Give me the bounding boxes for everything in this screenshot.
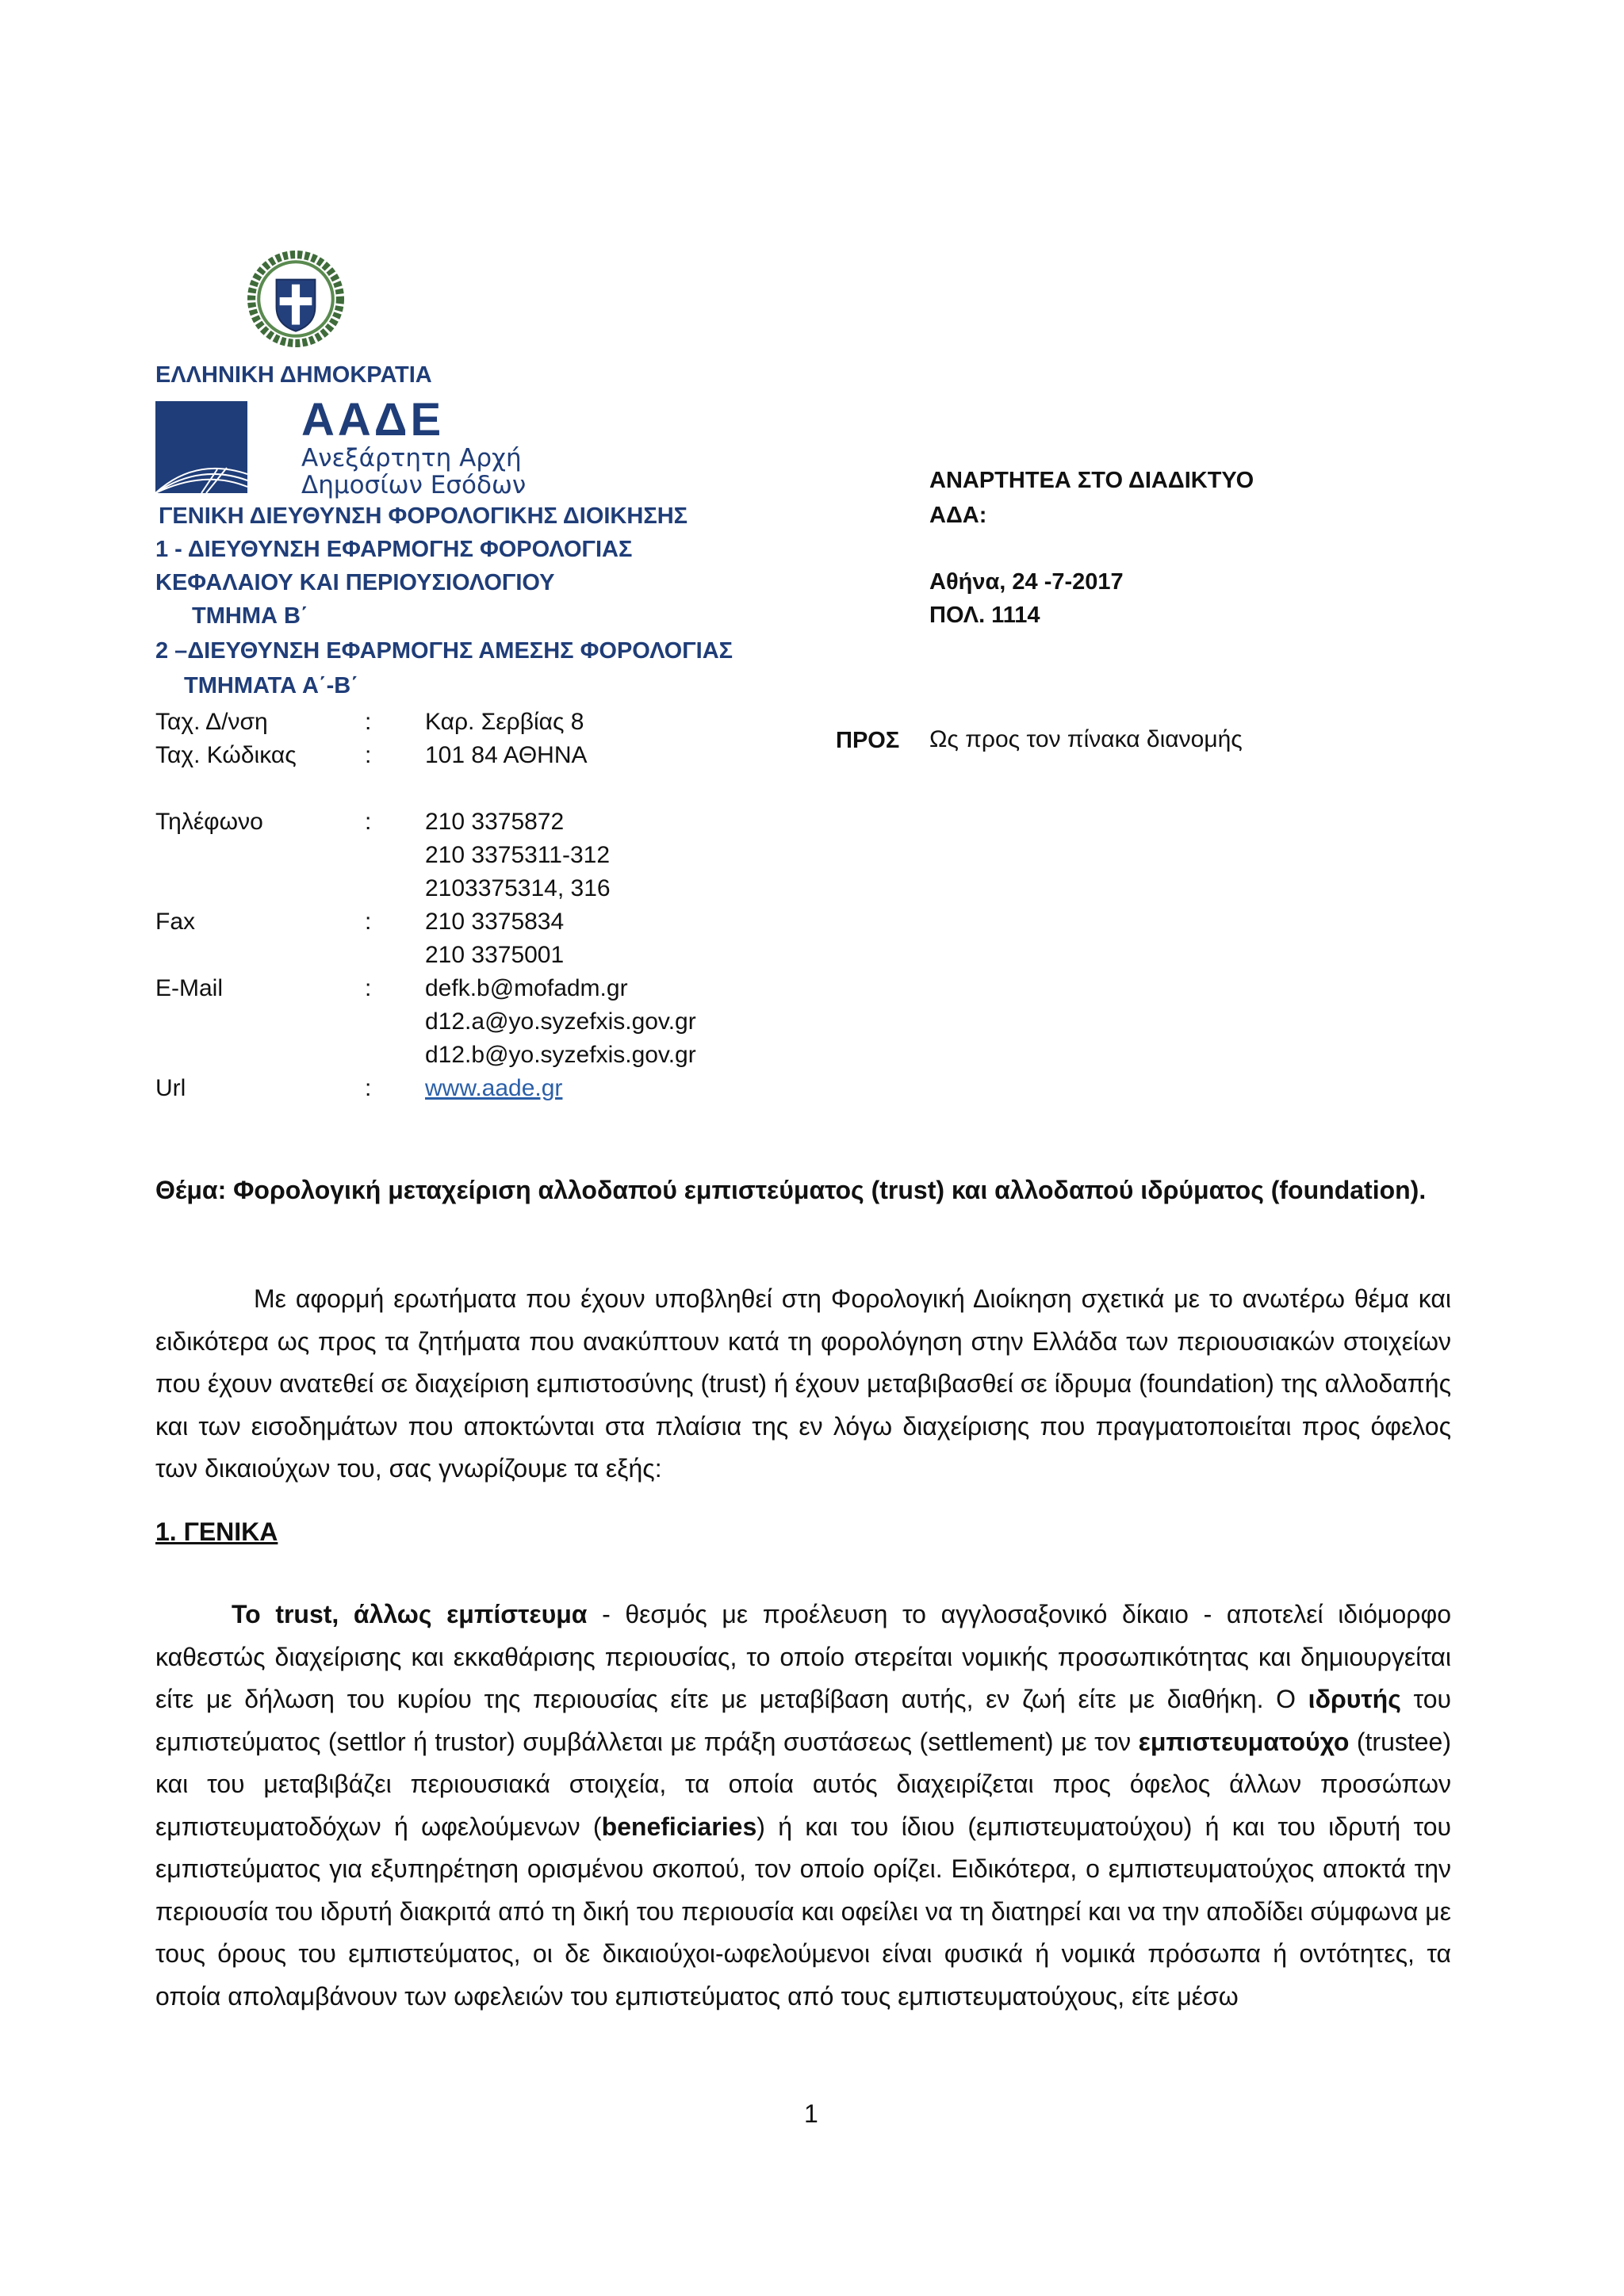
zip-colon: :: [365, 742, 372, 768]
directorate-general: ΓΕΝΙΚΗ ΔΙΕΥΘΥΝΣΗ ΦΟΡΟΛΟΓΙΚΗΣ ΔΙΟΙΚΗΣΗΣ: [159, 503, 688, 529]
directorate-1: 1 - ΔΙΕΥΘΥΝΣΗ ΕΦΑΡΜΟΓΗΣ ΦΟΡΟΛΟΓΙΑΣ: [155, 537, 633, 562]
fax-value: 210 3375001: [425, 942, 565, 968]
phone-colon: :: [365, 809, 372, 835]
email-value: d12.b@yo.syzefxis.gov.gr: [425, 1042, 696, 1068]
directorate-1-cont: ΚΕΦΑΛΑΙΟΥ ΚΑΙ ΠΕΡΙΟΥΣΙΟΛΟΓΙΟΥ: [155, 570, 555, 595]
recipient-label: ΠΡΟΣ: [836, 728, 900, 753]
phone-value: 210 3375872: [425, 809, 565, 835]
term-trust: Το trust, άλλως εμπίστευμα: [232, 1600, 588, 1628]
document-number: ΠΟΛ. 1114: [929, 603, 1040, 628]
intro-paragraph: Με αφορμή ερωτήματα που έχουν υποβληθεί στη Φορολογική Διοίκηση σχετικά με το ανωτέρω θέμα και ειδικότερα ως προς τα ζητήματα που ανακύπτουν κατά τη φορολόγηση στην Ελλάδα των περιουσιακών στοιχείων που έχουν ανατεθεί σε διαχείριση εμπιστοσύνης (trust) ή έχουν μεταβιβασθεί σε ίδρυμα (foundation) της αλλοδαπής και των εισοδημάτων που αποκτώνται στα πλαίσια της εν λόγω διαχείρισης που πραγματοποιείται προς όφελος των δικαιούχων του, σας γνωρίζουμε τα εξής:: [155, 1284, 1451, 1483]
term-beneficiaries: beneficiaries: [601, 1812, 757, 1841]
website-link[interactable]: www.aade.gr: [425, 1075, 563, 1101]
url-colon: :: [365, 1075, 372, 1101]
address-value: Καρ. Σερβίας 8: [425, 709, 584, 735]
section-1-paragraph: Το trust, άλλως εμπίστευμα - θεσμός με προέλευση το αγγλοσαξονικό δίκαιο - αποτελεί ιδιόμορφο καθεστώς διαχείρισης και εκκαθάρισης περιουσίας, το οποίο στερείται νομικής προσωπικότητας και δημιουργείται είτε με δήλωση του κυρίου της περιουσίας είτε με μεταβίβαση αυτής, εν ζωή είτε με διαθήκη. Ο ιδρυτής του εμπιστεύματος (settlor ή trustor) συμβάλλεται με πράξη συστάσεως (settlement) με τον εμπιστευματούχο (trustee) και του μεταβιβάζει περιουσιακά στοιχεία, τα οποία αυτός διαχειρίζεται προς όφελος άλλων προσώπων εμπιστευματοδόχων ή ωφελούμενων (beneficiaries) ή και του ίδιου (εμπιστευματούχου) ή και του ιδρυτή του εμπιστεύματος για εξυπηρέτηση ορισμένου σκοπού, τον οποίο ορίζει. Ειδικότερα, ο εμπιστευματούχος αποκτά την περιουσία του ιδρυτή διακριτά από τη δική του περιουσία και οφείλει να τη διατηρεί και να την αποδίδει σύμφωνα με τους όρους του εμπιστεύματος, οι δε δικαιούχοι-ωφελούμενοι είναι φυσικά ή νομικά πρόσωπα ή οντότητες, τα οποία απολαμβάνουν των ωφελειών του εμπιστεύματος από τους εμπιστευματούχους, είτε μέσω: [155, 1600, 1452, 2011]
subject-line: Θέμα: Φορολογική μεταχείριση αλλοδαπού εμπιστεύματος (trust) και αλλοδαπού ιδρύματος (foundation).: [155, 1176, 1427, 1204]
address-label: Ταχ. Δ/νση: [155, 709, 268, 735]
greek-emblem-icon: [247, 251, 344, 347]
aade-subtitle-2: Δημοσίων Εσόδων: [301, 471, 527, 499]
phone-label: Τηλέφωνο: [155, 809, 263, 835]
aade-logo-icon: [155, 401, 247, 493]
phone-value: 2103375314, 316: [425, 875, 611, 901]
email-value: d12.a@yo.syzefxis.gov.gr: [425, 1008, 696, 1035]
departments-ab: ΤΜΗΜΑΤΑ Α΄-Β΄: [184, 673, 358, 698]
address-colon: :: [365, 709, 372, 735]
recipient-value: Ως προς τον πίνακα διανομής: [929, 726, 1243, 752]
fax-label: Fax: [155, 909, 196, 935]
section-1-title: 1. ΓΕΝΙΚΑ: [155, 1517, 278, 1546]
term-settlor: ιδρυτής: [1308, 1685, 1401, 1713]
page-number: 1: [804, 2099, 818, 2128]
phone-value: 210 3375311-312: [425, 842, 610, 868]
aade-logo-text: ΑΑΔΕ: [301, 394, 445, 446]
email-label: E-Mail: [155, 975, 224, 1001]
zip-label: Ταχ. Κώδικας: [155, 742, 297, 768]
post-online-notice: ΑΝΑΡΤΗΤΕΑ ΣΤΟ ΔΙΑΔΙΚΤΥΟ: [929, 468, 1254, 493]
directorate-2: 2 –ΔΙΕΥΘΥΝΣΗ ΕΦΑΡΜΟΓΗΣ ΑΜΕΣΗΣ ΦΟΡΟΛΟΓΙΑΣ: [155, 638, 733, 664]
ada-label: ΑΔΑ:: [929, 503, 987, 528]
fax-colon: :: [365, 909, 372, 935]
document-date: Αθήνα, 24 -7-2017: [929, 569, 1124, 595]
email-value: defk.b@mofadm.gr: [425, 975, 628, 1001]
url-label: Url: [155, 1075, 186, 1101]
zip-value: 101 84 ΑΘΗΝΑ: [425, 742, 588, 768]
email-colon: :: [365, 975, 372, 1001]
fax-value: 210 3375834: [425, 909, 565, 935]
republic-title: ΕΛΛΗΝΙΚΗ ΔΗΜΟΚΡΑΤΙΑ: [155, 362, 432, 388]
term-trustee: εμπιστευματούχο: [1138, 1727, 1350, 1756]
department-b: ΤΜΗΜΑ Β΄: [192, 603, 308, 629]
aade-subtitle-1: Ανεξάρτητη Αρχή: [301, 444, 522, 473]
